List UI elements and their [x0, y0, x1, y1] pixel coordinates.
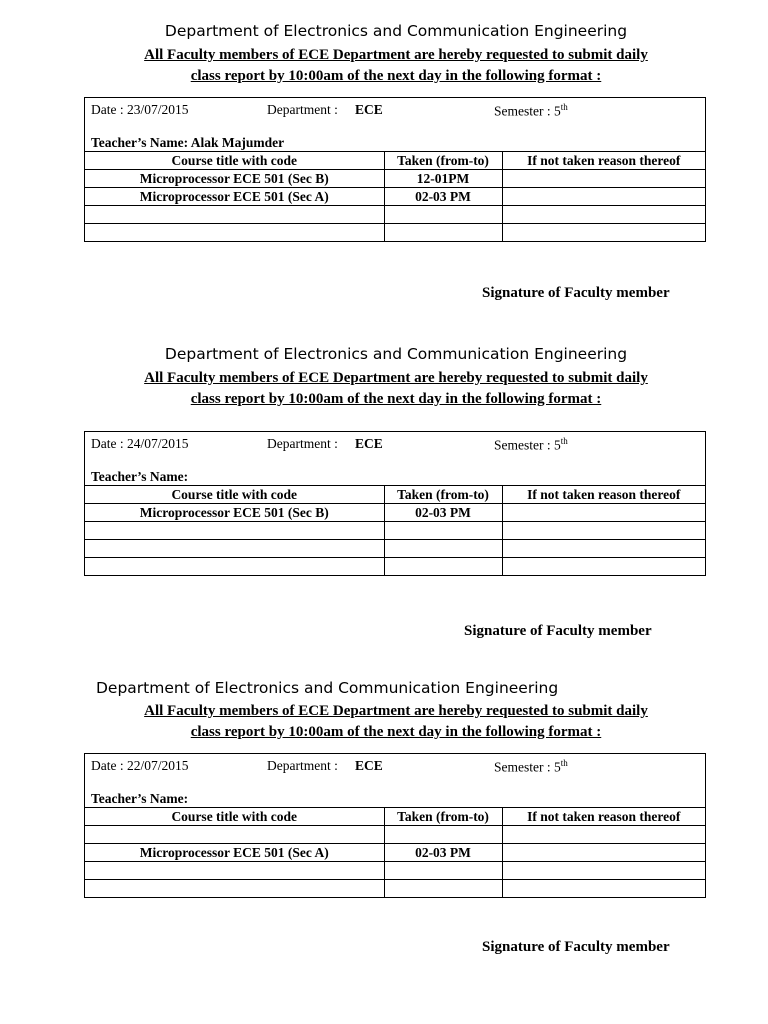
reason-cell	[502, 170, 705, 188]
col-reason-header: If not taken reason thereof	[502, 152, 705, 170]
col-course-header: Course title with code	[85, 486, 384, 504]
notice-line-2: class report by 10:00am of the next day in the following format :	[190, 68, 602, 84]
table-header	[85, 808, 705, 826]
taken-cell	[384, 862, 502, 880]
info-row	[85, 432, 705, 468]
course-cell	[85, 862, 384, 880]
department-heading: Department of Electronics and Communication Engineering	[96, 679, 559, 697]
notice-line-2: class report by 10:00am of the next day in the following format :	[190, 724, 602, 740]
department-heading: Department of Electronics and Communication Engineering	[164, 22, 628, 40]
department-label: Department :	[267, 436, 338, 451]
col-reason-header: If not taken reason thereof	[502, 486, 705, 504]
notice-line-1: All Faculty members of ECE Department are hereby requested to submit daily	[144, 703, 648, 719]
table-row	[85, 862, 705, 880]
reason-cell	[502, 540, 705, 558]
reason-cell	[502, 826, 705, 844]
reason-cell	[502, 188, 705, 206]
col-course-header: Course title with code	[85, 808, 384, 826]
table-row	[85, 206, 705, 224]
taken-cell: 02-03 PM	[384, 504, 502, 522]
semester-label: Semester : 5	[494, 759, 561, 775]
info-row	[85, 98, 705, 134]
date-field: Date : 22/07/2015	[91, 758, 189, 773]
table-row	[85, 880, 705, 898]
department-label: Department :	[267, 102, 338, 117]
notice-line-1: All Faculty members of ECE Department are hereby requested to submit daily	[144, 47, 648, 63]
taken-cell: 02-03 PM	[384, 188, 502, 206]
reason-cell	[502, 558, 705, 576]
taken-cell	[384, 826, 502, 844]
table-row	[85, 224, 705, 242]
taken-cell	[384, 540, 502, 558]
semester-sup: th	[560, 102, 568, 112]
semester-label: Semester : 5	[494, 437, 561, 453]
class-table	[85, 807, 705, 897]
semester-field	[494, 436, 568, 454]
semester-label: Semester : 5	[494, 103, 561, 119]
table-row	[85, 188, 705, 206]
taken-cell	[384, 206, 502, 224]
table-row	[85, 540, 705, 558]
reason-cell	[502, 862, 705, 880]
notice-line-1: All Faculty members of ECE Department are hereby requested to submit daily	[144, 370, 648, 386]
report-form	[84, 431, 706, 576]
course-cell: Microprocessor ECE 501 (Sec A)	[85, 844, 384, 862]
taken-cell	[384, 224, 502, 242]
class-table	[85, 485, 705, 575]
teacher-name: Teacher’s Name:	[91, 469, 189, 484]
semester-field	[494, 758, 568, 776]
course-cell: Microprocessor ECE 501 (Sec A)	[85, 188, 384, 206]
col-reason-header: If not taken reason thereof	[502, 808, 705, 826]
taken-cell	[384, 522, 502, 540]
table-row	[85, 504, 705, 522]
teacher-name: Teacher’s Name: Alak Majumder	[91, 135, 285, 150]
table-row	[85, 844, 705, 862]
signature-label: Signature of Faculty member	[464, 623, 652, 639]
notice-line-2: class report by 10:00am of the next day in the following format :	[190, 391, 602, 407]
signature-label: Signature of Faculty member	[482, 285, 670, 301]
semester-sup: th	[560, 436, 568, 446]
course-cell	[85, 540, 384, 558]
reason-cell	[502, 880, 705, 898]
department-label: Department :	[267, 758, 338, 773]
report-form	[84, 97, 706, 242]
date-field: Date : 24/07/2015	[91, 436, 189, 451]
semester-sup: th	[560, 758, 568, 768]
date-field: Date : 23/07/2015	[91, 102, 189, 117]
course-cell	[85, 522, 384, 540]
signature-label: Signature of Faculty member	[482, 939, 670, 955]
reason-cell	[502, 206, 705, 224]
report-form	[84, 753, 706, 898]
course-cell	[85, 558, 384, 576]
reason-cell	[502, 522, 705, 540]
col-taken-header: Taken (from-to)	[384, 152, 502, 170]
course-cell: Microprocessor ECE 501 (Sec B)	[85, 170, 384, 188]
course-cell	[85, 206, 384, 224]
course-cell	[85, 224, 384, 242]
course-cell	[85, 880, 384, 898]
table-row	[85, 170, 705, 188]
department-value: ECE	[355, 436, 383, 451]
teacher-name: Teacher’s Name:	[91, 791, 189, 806]
info-row	[85, 754, 705, 790]
taken-cell	[384, 880, 502, 898]
col-course-header: Course title with code	[85, 152, 384, 170]
reason-cell	[502, 504, 705, 522]
department-value: ECE	[355, 102, 383, 117]
taken-cell: 12-01PM	[384, 170, 502, 188]
table-row	[85, 522, 705, 540]
col-taken-header: Taken (from-to)	[384, 808, 502, 826]
semester-field	[494, 102, 568, 120]
taken-cell	[384, 558, 502, 576]
class-table	[85, 151, 705, 241]
taken-cell: 02-03 PM	[384, 844, 502, 862]
col-taken-header: Taken (from-to)	[384, 486, 502, 504]
course-cell	[85, 826, 384, 844]
reason-cell	[502, 224, 705, 242]
table-header	[85, 486, 705, 504]
table-header	[85, 152, 705, 170]
table-row	[85, 826, 705, 844]
department-heading: Department of Electronics and Communication Engineering	[164, 345, 628, 363]
reason-cell	[502, 844, 705, 862]
table-row	[85, 558, 705, 576]
department-value: ECE	[355, 758, 383, 773]
course-cell: Microprocessor ECE 501 (Sec B)	[85, 504, 384, 522]
